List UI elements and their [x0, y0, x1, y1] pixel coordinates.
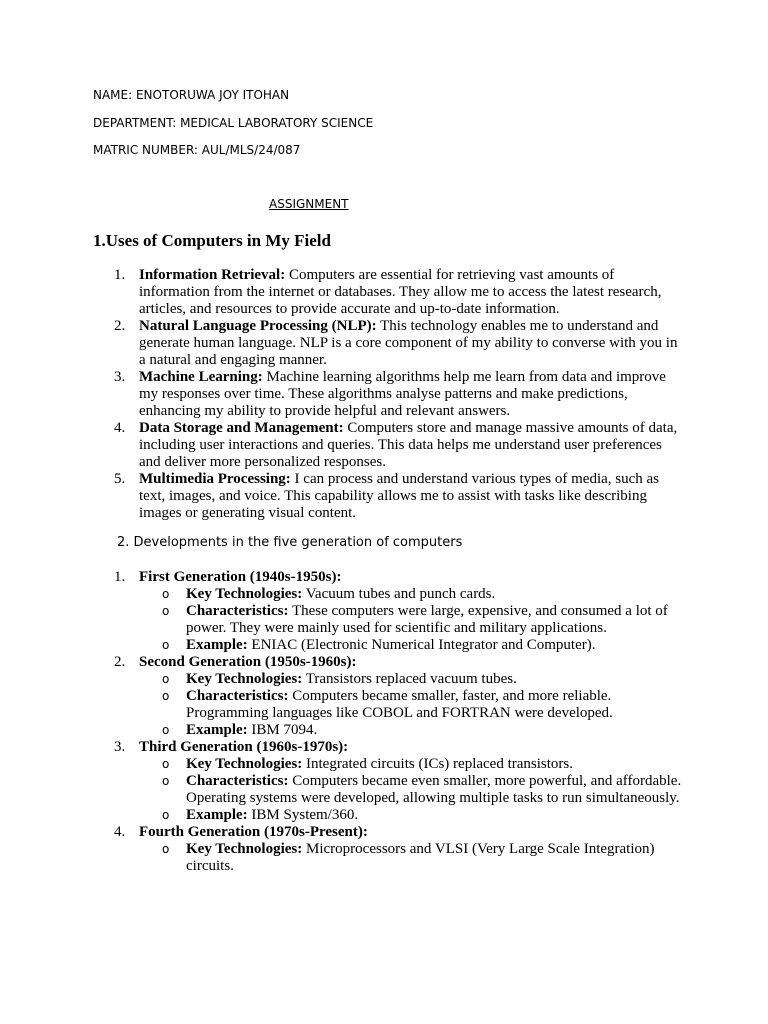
generation-item [114, 739, 684, 824]
generation-item [114, 569, 684, 654]
list-item [162, 688, 684, 722]
list-item [162, 841, 684, 875]
bullet-marker: o [162, 808, 170, 822]
list-item [162, 603, 684, 637]
generation-title: Second Generation (1950s-1960s): [139, 654, 357, 670]
point-label: Example: [186, 807, 248, 823]
list-item [114, 471, 684, 522]
assignment-title: ASSIGNMENT [269, 197, 349, 211]
generation-title: Fourth Generation (1970s-Present): [139, 824, 368, 840]
list-item [162, 773, 684, 807]
point-text: Vacuum tubes and punch cards. [302, 586, 496, 602]
matric-number: MATRIC NUMBER: AUL/MLS/24/087 [93, 143, 301, 157]
item-text: Machine learning algorithms help me learn from data and improve my responses over time. These algorithms analyse patterns and make predictions, enhancing my ability to provide helpful and relevant answers. [139, 369, 666, 419]
list-item [162, 756, 684, 773]
bullet-marker: o [162, 774, 170, 788]
item-text: I can process and understand various types of media, such as text, images, and voice. This capability allows me to assist with tasks like describing images or generating visual content. [139, 471, 660, 521]
point-text: Computers became smaller, faster, and more reliable. Programming languages like COBOL and FORTRAN were developed. [186, 688, 613, 721]
bullet-marker: o [162, 757, 170, 771]
item-title: Information Retrieval: [139, 267, 286, 283]
point-text: ENIAC (Electronic Numerical Integrator and Computer). [247, 637, 596, 653]
item-text: Computers store and manage massive amounts of data, including user interactions and queries. This data helps me understand user preferences and deliver more personalized responses. [139, 420, 678, 470]
item-number: 2. [114, 318, 126, 334]
item-number: 4. [114, 420, 126, 436]
point-text: IBM System/360. [247, 807, 359, 823]
list-item [114, 318, 684, 369]
point-label: Key Technologies: [186, 671, 303, 687]
list-item [114, 267, 684, 318]
point-text: Microprocessors and VLSI (Very Large Scale Integration) circuits. [186, 841, 655, 874]
list-item [162, 637, 684, 654]
bullet-marker: o [162, 689, 170, 703]
generation-title: Third Generation (1960s-1970s): [139, 739, 349, 755]
item-number: 3. [114, 739, 126, 755]
point-label: Key Technologies: [186, 756, 303, 772]
bullet-marker: o [162, 638, 170, 652]
item-title: Natural Language Processing (NLP): [139, 318, 377, 334]
list-item [114, 420, 684, 471]
point-label: Characteristics: [186, 688, 289, 704]
generation-points [139, 756, 684, 824]
point-text: Integrated circuits (ICs) replaced transistors. [302, 756, 573, 772]
generation-points [139, 671, 684, 739]
point-label: Example: [186, 722, 248, 738]
item-title: Data Storage and Management: [139, 420, 344, 436]
generation-title: First Generation (1940s-1950s): [139, 569, 342, 585]
item-number: 4. [114, 824, 126, 840]
point-label: Characteristics: [186, 773, 289, 789]
student-department: DEPARTMENT: MEDICAL LABORATORY SCIENCE [93, 116, 374, 130]
list-item [162, 807, 684, 824]
item-text: This technology enables me to understand and generate human language. NLP is a core component of my ability to converse with you in a natural and engaging manner. [139, 318, 678, 368]
list-item [114, 369, 684, 420]
bullet-marker: o [162, 587, 170, 601]
point-label: Example: [186, 637, 248, 653]
student-name: NAME: ENOTORUWA JOY ITOHAN [93, 88, 290, 102]
item-number: 2. [114, 654, 126, 670]
item-number: 3. [114, 369, 126, 385]
point-text: Transistors replaced vacuum tubes. [302, 671, 517, 687]
point-text: These computers were large, expensive, and consumed a lot of power. They were mainly used for scientific and military applications. [186, 603, 668, 636]
point-label: Key Technologies: [186, 841, 303, 857]
item-number: 1. [114, 569, 126, 585]
point-text: IBM 7094. [247, 722, 318, 738]
list-item [162, 722, 684, 739]
point-text: Computers became even smaller, more powerful, and affordable. Operating systems were developed, allowing multiple tasks to run simultaneously. [186, 773, 682, 806]
point-label: Key Technologies: [186, 586, 303, 602]
list-item [162, 671, 684, 688]
item-text: Computers are essential for retrieving vast amounts of information from the internet or databases. They allow me to access the latest research, articles, and resources to provide accurate and up-to-date information. [139, 267, 662, 317]
generation-item [114, 824, 684, 875]
list-item [162, 586, 684, 603]
generation-points [139, 841, 684, 875]
uses-list [114, 267, 684, 522]
generation-points [139, 586, 684, 654]
section1-heading: 1.Uses of Computers in My Field [93, 231, 331, 250]
item-title: Multimedia Processing: [139, 471, 291, 487]
generation-item [114, 654, 684, 739]
bullet-marker: o [162, 604, 170, 618]
point-label: Characteristics: [186, 603, 289, 619]
bullet-marker: o [162, 842, 170, 856]
generations-list [114, 569, 684, 875]
section2-heading: 2. Developments in the five generation of computers [117, 535, 463, 550]
bullet-marker: o [162, 723, 170, 737]
bullet-marker: o [162, 672, 170, 686]
item-number: 5. [114, 471, 126, 487]
item-title: Machine Learning: [139, 369, 263, 385]
item-number: 1. [114, 267, 126, 283]
